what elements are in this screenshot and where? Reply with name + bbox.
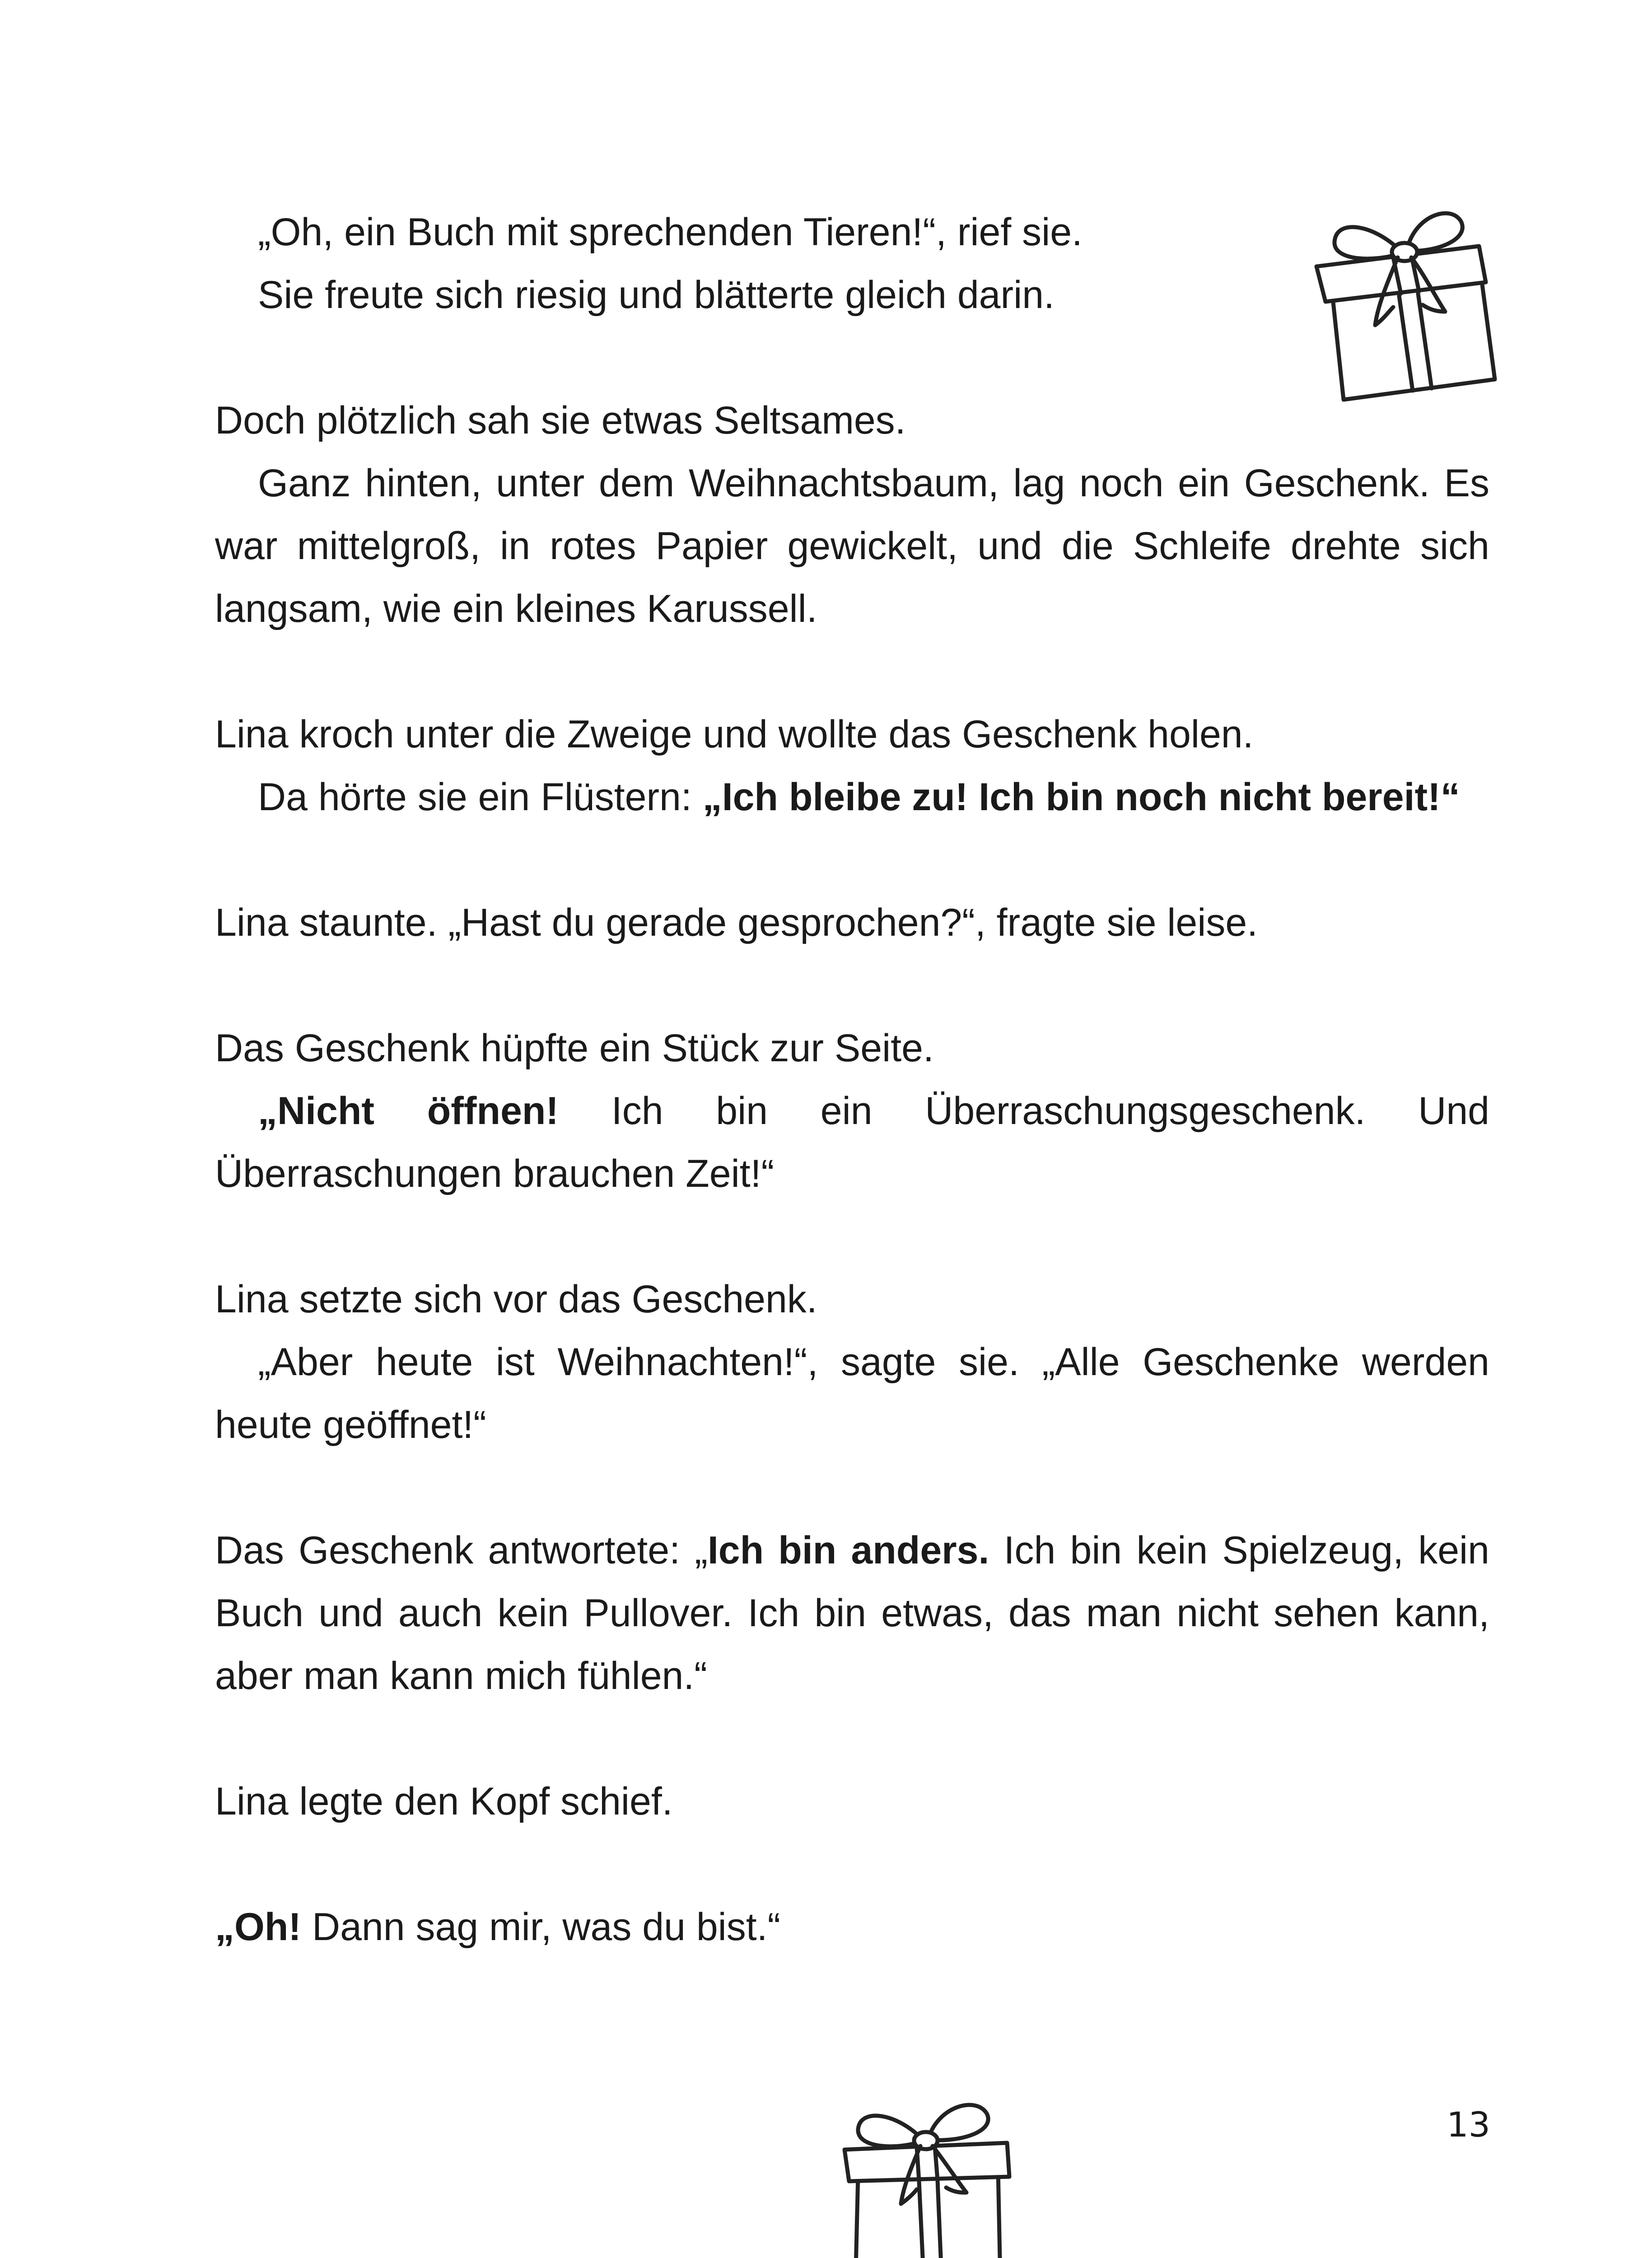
paragraph-text: Ich bin kein Spielzeug, kein Buch und auch kein Pullover. Ich bin etwas, das man nicht sehen kann, aber man kann mich fühlen.“	[215, 1529, 1489, 1698]
emphasis-text: „Nicht öffnen!	[258, 1089, 559, 1133]
paragraph: Lina staunte. „Hast du gerade gesprochen?“, fragte sie leise.	[215, 901, 1258, 944]
paragraph-text: Ich bin ein Überraschungsgeschenk. Und Überraschungen brauchen Zeit!“	[215, 1089, 1489, 1195]
emphasis-text: „Ich bleibe zu! Ich bin noch nicht bereit!“	[702, 775, 1460, 819]
paragraph-text: Das Geschenk antwortete: „	[215, 1529, 708, 1572]
paragraph: Das Geschenk hüpfte ein Stück zur Seite.	[215, 1026, 934, 1070]
paragraph	[215, 1896, 1489, 1959]
paragraph: Lina legte den Kopf schief.	[215, 1780, 673, 1823]
paragraph	[215, 1080, 1489, 1205]
paragraph: Sie freute sich riesig und blätterte gleich darin.	[258, 273, 1055, 317]
gift-box-icon	[831, 2091, 1025, 2258]
paragraph: Doch plötzlich sah sie etwas Seltsames.	[215, 399, 906, 442]
story-text	[215, 201, 1489, 1959]
paragraph-text: Dann sag mir, was du bist.“	[301, 1905, 781, 1949]
paragraph	[215, 1519, 1489, 1707]
paragraph	[215, 766, 1489, 829]
paragraph: Ganz hinten, unter dem Weihnachtsbaum, lag noch ein Geschenk. Es war mittelgroß, in rotes Papier gewickelt, und die Schleife drehte sich langsam, wie ein kleines Karussell.	[215, 462, 1489, 630]
emphasis-text: Ich bin anders.	[707, 1529, 989, 1572]
paragraph-text: Da hörte sie ein Flüstern:	[258, 775, 703, 819]
paragraph: Lina setzte sich vor das Geschenk.	[215, 1278, 817, 1321]
paragraph: „Aber heute ist Weihnachten!“, sagte sie. „Alle Geschenke werden heute geöffnet!“	[215, 1340, 1489, 1446]
page-number: 13	[1447, 2104, 1490, 2145]
paragraph: „Oh, ein Buch mit sprechenden Tieren!“, rief sie.	[258, 210, 1083, 254]
emphasis-text: „Oh!	[215, 1905, 302, 1949]
paragraph: Lina kroch unter die Zweige und wollte das Geschenk holen.	[215, 713, 1254, 756]
